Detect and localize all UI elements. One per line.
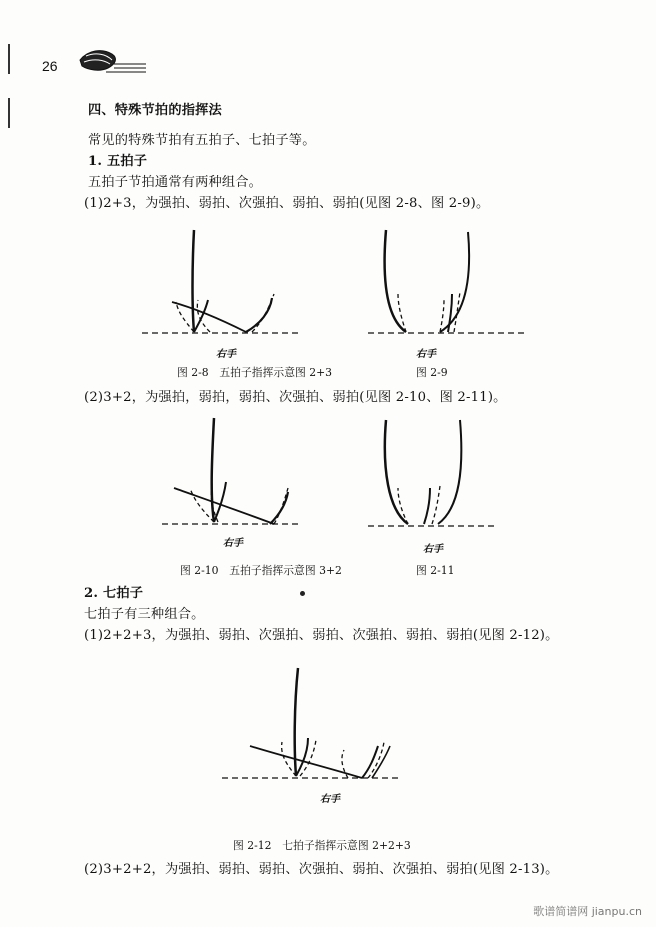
conducting-diagram-2-8: [142, 228, 312, 338]
five-beat-item-2: (2)3+2，为强拍，弱拍，弱拍、次强拍、弱拍(见图 2-10、图 2-11)。: [84, 390, 507, 405]
page-edge-mark: [8, 44, 10, 74]
page-number: 26: [42, 58, 58, 74]
hand-label: 右手: [216, 349, 236, 360]
figure-caption-2-9: 图 2-9: [416, 366, 448, 379]
figure-caption-2-11: 图 2-11: [416, 564, 455, 577]
hand-label: 右手: [223, 538, 243, 549]
five-beat-heading: 1. 五拍子: [88, 154, 148, 169]
conducting-diagram-2-11: [368, 418, 508, 528]
conducting-diagram-2-10: [162, 416, 332, 526]
section-heading: 四、特殊节拍的指挥法: [88, 103, 222, 118]
seven-beat-description: 七拍子有三种组合。: [84, 607, 205, 622]
hand-label: 右手: [320, 794, 340, 805]
five-beat-item-1: (1)2+3，为强拍、弱拍、次强拍、弱拍、弱拍(见图 2-8、图 2-9)。: [84, 196, 490, 211]
figure-caption-2-8: 图 2-8 五拍子指挥示意图 2+3: [177, 366, 333, 379]
figure-caption-2-12: 图 2-12 七拍子指挥示意图 2+2+3: [233, 839, 411, 852]
intro-text: 常见的特殊节拍有五拍子、七拍子等。: [88, 133, 316, 148]
bullet-dot: [300, 591, 305, 596]
page-edge-mark: [8, 98, 10, 128]
seven-beat-item-1: (1)2+2+3，为强拍、弱拍、次强拍、弱拍、次强拍、弱拍、弱拍(见图 2-12)。: [84, 628, 559, 643]
conducting-diagram-2-9: [368, 228, 538, 338]
seven-beat-item-2: (2)3+2+2，为强拍、弱拍、弱拍、次强拍、弱拍、次强拍、弱拍(见图 2-13)。: [84, 862, 559, 877]
watermark: 歌谱简谱网 jianpu.cn: [533, 905, 642, 918]
figure-caption-2-10: 图 2-10 五拍子指挥示意图 3+2: [180, 564, 342, 577]
five-beat-description: 五拍子节拍通常有两种组合。: [88, 175, 263, 190]
hand-label: 右手: [423, 544, 443, 555]
seven-beat-heading: 2. 七拍子: [84, 586, 144, 601]
conducting-diagram-2-12: [222, 666, 422, 786]
hand-label: 右手: [416, 349, 436, 360]
header-ornament-icon: [78, 44, 148, 78]
